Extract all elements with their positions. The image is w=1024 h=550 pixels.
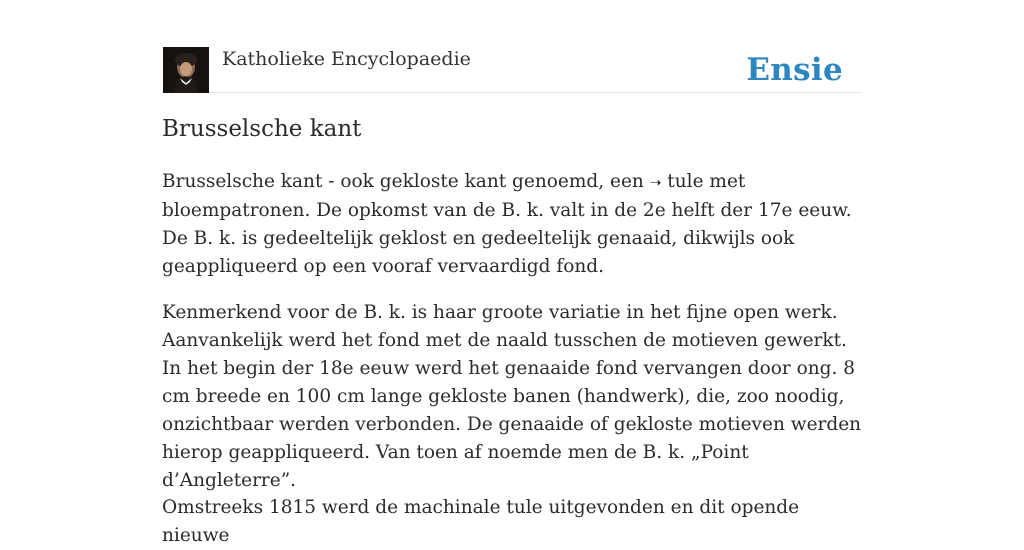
page <box>162 0 862 546</box>
article-paragraph-1 <box>162 168 862 281</box>
article-paragraph-3: Omstreeks 1815 werd de machinale tule uitgevonden en dit opende nieuwe <box>162 497 800 546</box>
site-header <box>162 46 862 93</box>
paragraph-1-text-end: tule met bloempatronen. De opkomst van de B. k. valt in de 2e helft der 17e eeuw. De B. k. is gedeeltelijk geklost en gedeeltelijk genaaid, dikwijls ook geappliqueerd op een vooraf vervaardigd fond. <box>162 171 852 277</box>
article-title: Brusselsche kant <box>162 116 362 142</box>
brand-logo[interactable]: Ensie <box>746 52 843 88</box>
portrait-avatar[interactable] <box>163 47 209 93</box>
article-paragraph-2: Kenmerkend voor de B. k. is haar groote variatie in het fijne open werk. Aanvankelijk werd het fond met de naald tusschen de motieven gewerkt. In het begin der 18e eeuw werd het genaaide fond vervangen door ong. 8 cm breede en 100 cm lange gekloste banen (handwerk), die, zoo noodig, onzichtbaar werden verbonden. De genaaide of gekloste motieven werden hierop geappliqueerd. Van toen af noemde men de B. k. „Point d’Angleterre”. <box>162 302 862 491</box>
paragraph-1-text-start: Brusselsche kant - ook gekloste kant genoemd, een <box>162 171 650 192</box>
portrait-icon <box>163 47 209 93</box>
site-title[interactable]: Katholieke Encyclopaedie <box>222 48 471 70</box>
arrow-right-icon[interactable]: ➝ <box>649 175 662 191</box>
